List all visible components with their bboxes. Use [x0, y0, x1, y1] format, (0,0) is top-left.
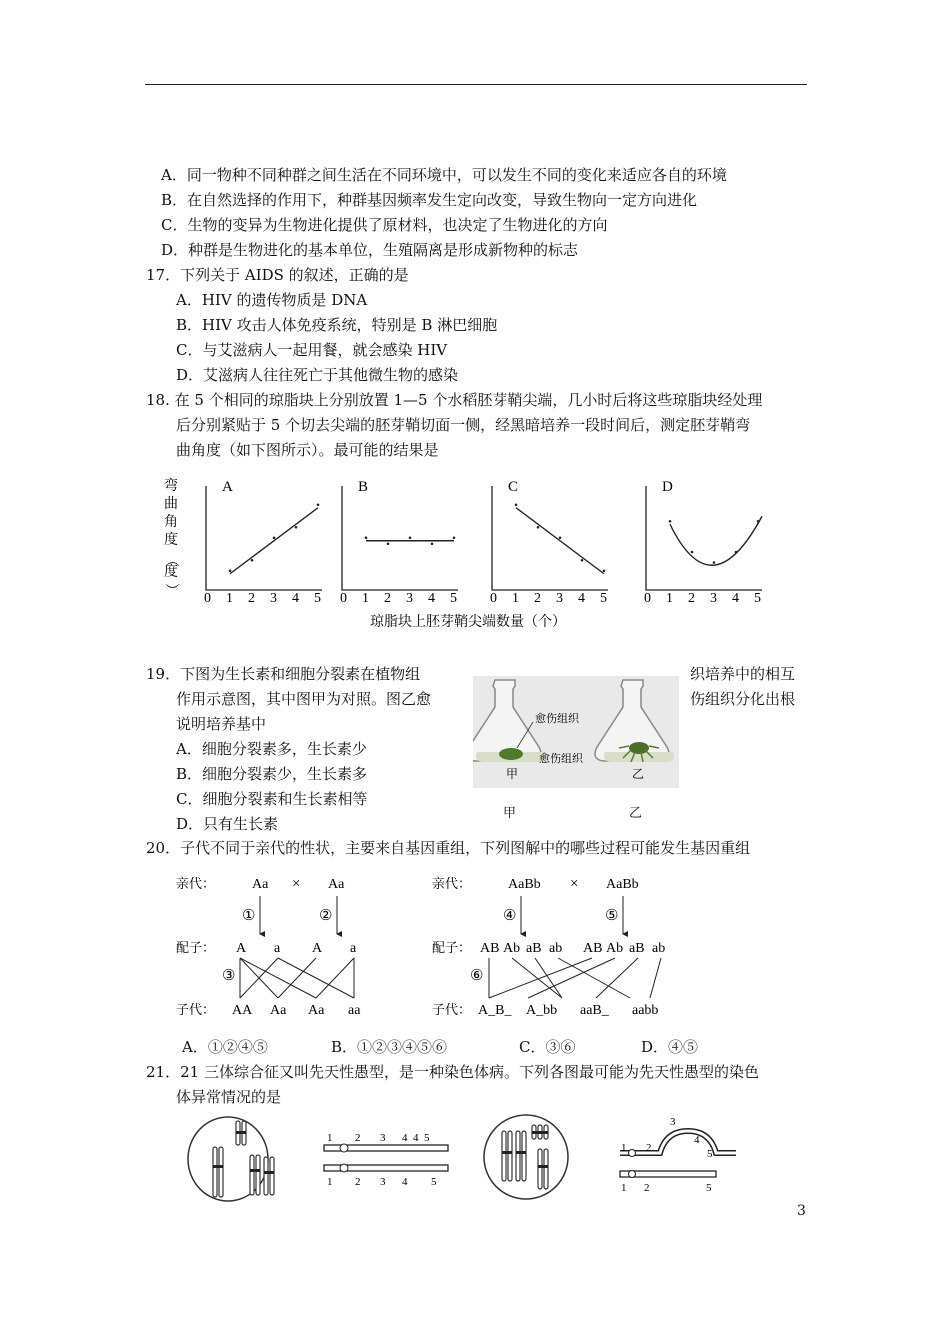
gene-locus: 2 [355, 1176, 361, 1188]
gene-locus: 2 [644, 1182, 650, 1194]
left-cross-lines [240, 958, 354, 998]
series-line [670, 516, 762, 565]
data-point [453, 536, 456, 539]
panel-axes [492, 486, 608, 590]
data-point [559, 536, 562, 539]
q17-option-d: D．艾滋病人往往死亡于其他微生物的感染 [176, 366, 459, 384]
x-tick-label: 0 [204, 591, 211, 606]
x-tick-label: 0 [490, 591, 497, 606]
x-tick-label: 4 [292, 591, 299, 606]
q20-cross-diagram [160, 868, 680, 1024]
panel-axes [206, 486, 322, 590]
gametes-label: 配子： [176, 941, 216, 956]
right-gamete: aB [629, 941, 645, 956]
right-offspring: aaB_ [580, 1003, 609, 1018]
x-tick-label: 5 [314, 591, 321, 606]
data-point [691, 551, 694, 554]
data-point [603, 569, 606, 572]
offspring-label: 子代： [432, 1003, 472, 1018]
q19-caption-b: 乙 [629, 806, 643, 821]
q19-caption-a: 甲 [503, 806, 517, 821]
q20-stem: 20．子代不同于亲代的性状，主要来自基因重组，下列图解中的哪些过程可能发生基因重组 [146, 839, 751, 857]
series-line [230, 508, 318, 574]
x-tick-label: 4 [428, 591, 435, 606]
x-tick-label: 0 [644, 591, 651, 606]
q18-stem-line1: 18. 在 5 个相同的琼脂块上分别放置 1—5 个水稻胚芽鞘尖端，几小时后将这些琼脂块经处理 [146, 391, 763, 409]
x-tick-label: 3 [710, 591, 717, 606]
parents-label: 亲代： [432, 877, 472, 892]
x-tick-label: 1 [666, 591, 673, 606]
x-tick-label: 5 [754, 591, 761, 606]
panel-axes [646, 486, 762, 590]
ylabel-char: 角 [164, 514, 178, 530]
q19-option-d: D．只有生长素 [176, 815, 279, 833]
gene-locus: 3 [670, 1116, 676, 1128]
page-number: 3 [797, 1203, 806, 1219]
q19-stem-left-2: 作用示意图，其中图甲为对照。图乙愈 [176, 690, 432, 708]
panel-label: C [508, 479, 519, 495]
q19-stem-left-1: 19．下图为生长素和细胞分裂素在植物组 [146, 665, 421, 683]
ylabel-char: （ [163, 553, 179, 567]
data-point [581, 559, 584, 562]
gene-locus: 5 [424, 1132, 430, 1144]
right-offspring: aabb [632, 1003, 659, 1018]
q21-stem-line2: 体异常情况的是 [176, 1088, 282, 1106]
x-tick-label: 5 [450, 591, 457, 606]
data-point [273, 536, 276, 539]
left-gamete: A [312, 941, 323, 956]
x-tick-label: 4 [732, 591, 739, 606]
right-offspring: A_bb [526, 1003, 558, 1018]
q17-option-c: C．与艾滋病人一起用餐，就会感染 HIV [176, 341, 448, 359]
gene-locus: 4 [694, 1134, 700, 1146]
data-point [669, 520, 672, 523]
x-tick-label: 5 [600, 591, 607, 606]
q18-stem-line2: 后分别紧贴于 5 个切去尖端的胚芽鞘切面一侧，经黑暗培养一段时间后，测定胚芽鞘弯 [176, 416, 751, 434]
x-axis-label: 琼脂块上胚芽鞘尖端数量（个） [370, 614, 566, 630]
data-point [713, 561, 716, 564]
gene-locus: 5 [431, 1176, 437, 1188]
x-tick-label: 1 [512, 591, 519, 606]
q18-stem-line3: 曲角度（如下图所示）。最可能的结果是 [176, 441, 439, 459]
left-offspring: AA [232, 1003, 253, 1018]
q19-option-b: B．细胞分裂素少，生长素多 [176, 765, 368, 783]
right-gamete: Ab [606, 941, 624, 956]
flask-label-b: 乙 [632, 767, 645, 781]
callus-tissue [629, 742, 649, 754]
data-point [365, 536, 368, 539]
q17-stem: 17．下列关于 AIDS 的叙述，正确的是 [146, 266, 409, 284]
ylabel-char: ） [163, 583, 179, 597]
chromosome-pair-figure-4 [620, 1116, 736, 1194]
step-4: ④ [503, 908, 517, 924]
callus-label-2: 愈伤组织 [539, 752, 583, 765]
gene-locus: 4 [413, 1132, 419, 1144]
data-point [431, 542, 434, 545]
chromosome-icon [502, 1125, 548, 1189]
step-5: ⑤ [605, 908, 619, 924]
q18-chart [150, 472, 790, 637]
right-offspring: A_B_ [478, 1003, 512, 1018]
data-point [317, 503, 320, 506]
gene-locus: 2 [355, 1132, 361, 1144]
step-2: ② [319, 908, 333, 924]
x-tick-label: 3 [556, 591, 563, 606]
gene-locus: 1 [327, 1132, 333, 1144]
callus-label-1: 愈伤组织 [535, 712, 579, 725]
q17-option-a: A．HIV 的遗传物质是 DNA [176, 291, 368, 309]
data-point [537, 526, 540, 529]
left-parent-1: Aa [252, 877, 269, 892]
left-offspring: Aa [308, 1003, 325, 1018]
gametes-label: 配子： [432, 941, 472, 956]
right-parent-1: AaBb [508, 877, 541, 892]
right-cross: × [570, 876, 579, 892]
parents-label: 亲代： [176, 877, 216, 892]
left-gamete: a [350, 941, 357, 956]
data-point [387, 542, 390, 545]
right-gamete: AB [480, 941, 500, 956]
x-tick-label: 1 [362, 591, 369, 606]
data-point [757, 520, 760, 523]
gene-locus: 1 [327, 1176, 333, 1188]
header-rule [145, 84, 807, 85]
step-3: ③ [222, 968, 236, 984]
gene-locus: 3 [380, 1132, 386, 1144]
data-point [735, 551, 738, 554]
q21-stem-line1: 21．21 三体综合征又叫先天性愚型，是一种染色体病。下列各图最可能为先天性愚型的染色 [146, 1063, 759, 1081]
right-parent-2: AaBb [606, 877, 639, 892]
q19-option-c: C．细胞分裂素和生长素相等 [176, 790, 368, 808]
gene-locus: 1 [621, 1182, 627, 1194]
data-point [295, 526, 298, 529]
step-6: ⑥ [470, 968, 484, 984]
ylabel-char: 曲 [164, 496, 178, 512]
right-gamete: Ab [503, 941, 521, 956]
q16-option-c: C．生物的变异为生物进化提供了原材料，也决定了生物进化的方向 [161, 216, 608, 234]
q19-stem-right-1: 织培养中的相互 [690, 665, 796, 683]
data-point [251, 559, 254, 562]
cell-figure-3 [484, 1115, 568, 1199]
ylabel-char: 弯 [164, 478, 178, 494]
x-tick-label: 3 [270, 591, 277, 606]
x-tick-label: 2 [248, 591, 255, 606]
data-point [229, 569, 232, 572]
right-cross-lines [489, 958, 661, 998]
ylabel-char: 度 [164, 564, 178, 580]
series-line [516, 508, 604, 574]
q20-option-b: B．①②③④⑤⑥ [331, 1038, 448, 1056]
x-tick-label: 2 [384, 591, 391, 606]
gene-locus: 5 [706, 1182, 712, 1194]
q19-stem-right-2: 伤组织分化出根 [690, 690, 796, 708]
gene-locus: 5 [707, 1148, 713, 1160]
left-gamete: A [236, 941, 247, 956]
panel-label: D [662, 479, 673, 495]
q21-chromosome-figures [180, 1113, 740, 1205]
q19-flask-figure [473, 676, 679, 788]
q20-option-a: A．①②④⑤ [182, 1038, 268, 1056]
left-offspring: aa [348, 1003, 361, 1018]
offspring-label: 子代： [176, 1003, 216, 1018]
left-offspring: Aa [270, 1003, 287, 1018]
callus-tissue [499, 748, 523, 760]
gene-locus: 3 [380, 1176, 386, 1188]
left-cross: × [292, 876, 301, 892]
x-tick-label: 2 [688, 591, 695, 606]
q16-option-a: A．同一物种不同种群之间生活在不同环境中，可以发生不同的变化来适应各自的环境 [161, 166, 727, 184]
x-tick-label: 1 [226, 591, 233, 606]
cell-figure-1 [188, 1117, 274, 1201]
q20-option-d: D．④⑤ [641, 1038, 699, 1056]
x-tick-label: 0 [340, 591, 347, 606]
gene-locus: 1 [621, 1142, 627, 1154]
right-gamete: ab [652, 941, 666, 956]
panel-label: B [358, 479, 369, 495]
ylabel-char: 度 [164, 532, 178, 548]
data-point [409, 536, 412, 539]
left-gamete: a [274, 941, 281, 956]
right-gamete: AB [583, 941, 603, 956]
chromosome-pair-figure-2 [324, 1132, 448, 1188]
gene-locus: 4 [402, 1176, 408, 1188]
step-1: ① [242, 908, 256, 924]
q16-option-d: D．种群是生物进化的基本单位，生殖隔离是形成新物种的标志 [161, 241, 579, 259]
x-tick-label: 4 [578, 591, 585, 606]
flask-label-a: 甲 [506, 767, 519, 781]
panel-label: A [222, 479, 233, 495]
x-tick-label: 2 [534, 591, 541, 606]
q20-option-c: C．③⑥ [519, 1038, 576, 1056]
q19-stem-left-3: 说明培养基中 [176, 715, 267, 733]
right-gamete: ab [549, 941, 563, 956]
data-point [515, 503, 518, 506]
q16-option-b: B．在自然选择的作用下，种群基因频率发生定向改变，导致生物向一定方向进化 [161, 191, 698, 209]
panel-axes [342, 486, 458, 590]
right-gamete: aB [526, 941, 542, 956]
gene-locus: 2 [646, 1142, 652, 1154]
q19-option-a: A．细胞分裂素多，生长素少 [176, 740, 367, 758]
left-parent-2: Aa [328, 877, 345, 892]
q17-option-b: B．HIV 攻击人体免疫系统，特别是 B 淋巴细胞 [176, 316, 498, 334]
x-tick-label: 3 [406, 591, 413, 606]
gene-locus: 4 [402, 1132, 408, 1144]
